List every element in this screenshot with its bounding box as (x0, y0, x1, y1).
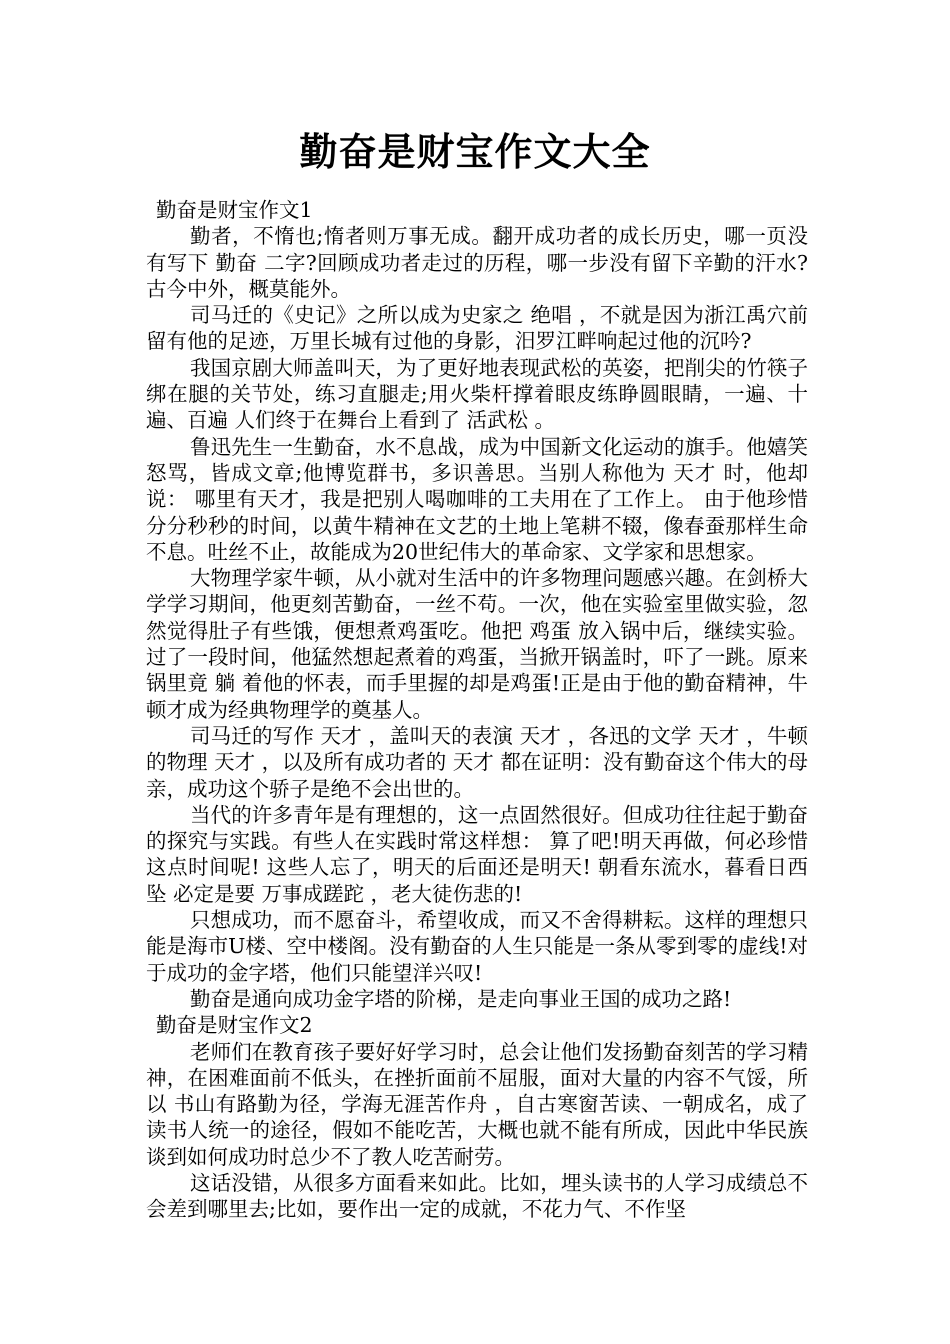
essay-2-heading: 勤奋是财宝作文2 (156, 1013, 313, 1038)
essay-1-paragraph-4: 鲁迅先生一生勤奋，水不息战，成为中国新文化运动的旗手。他嬉笑怒骂，皆成文章;他博览群书，多识善思。当别人称他为 天才 时，他却说： 哪里有天才，我是把别人喝咖啡的工夫用在了工作上。 由于他珍惜分分秒秒的时间，以黄牛精神在文艺的土地上笔耕不辍，像春蚕那样生命不息。吐丝不止，故能成为20世纪伟大的革命家、文学家和思想家。 (146, 434, 808, 564)
essay-1-paragraph-1: 勤者，不惰也;惰者则万事无成。翻开成功者的成长历史，哪一页没有写下 勤奋 二字?回顾成功者走过的历程，哪一步没有留下辛勤的汗水?古今中外，概莫能外。 (146, 224, 808, 301)
essay-1-paragraph-9: 勤奋是通向成功金字塔的阶梯，是走向事业王国的成功之路! (190, 986, 732, 1011)
essay-1-paragraph-6: 司马迁的写作 天才 ，盖叫天的表演 天才 ，各迅的文学 天才 ，牛顿的物理 天才 ，以及所有成功者的 天才 都在证明：没有勤奋这个伟大的母亲，成功这个骄子是绝不会出世的。 (146, 723, 808, 801)
essay-1-paragraph-7: 当代的许多青年是有理想的，这一点固然很好。但成功往往起于勤奋的探究与实践。有些人在实践时常这样想： 算了吧!明天再做，何必珍惜这点时间呢! 这些人忘了，明天的后面还是明天! 朝看东流水，暮看日西坠 必定是要 万事成蹉跎 ，老大徒伤悲的! (146, 802, 808, 906)
essay-1-paragraph-5: 大物理学家牛顿，从小就对生活中的许多物理问题感兴趣。在剑桥大学学习期间，他更刻苦勤奋，一丝不苟。一次，他在实验室里做实验，忽然觉得肚子有些饿，便想煮鸡蛋吃。他把 鸡蛋 放入锅中后，继续实验。过了一段时间，他猛然想起煮着的鸡蛋，当掀开锅盖时，吓了一跳。原来锅里竟 躺 着他的怀表，而手里握的却是鸡蛋!正是由于他的勤奋精神，牛顿才成为经典物理学的奠基人。 (146, 566, 808, 722)
essay-1-paragraph-3: 我国京剧大师盖叫天，为了更好地表现武松的英姿，把削尖的竹筷子绑在腿的关节处，练习直腿走;用火柴杆撑着眼皮练睁圆眼睛，一遍、十遍、百遍 人们终于在舞台上看到了 活武松 。 (146, 355, 808, 433)
document-title: 勤奋是财宝作文大全 (299, 130, 651, 174)
essay-1-paragraph-8: 只想成功，而不愿奋斗，希望收成，而又不舍得耕耘。这样的理想只能是海市U楼、空中楼阁。没有勤奋的人生只能是一条从零到零的虚线!对于成功的金字塔，他们只能望洋兴叹! (146, 908, 808, 985)
essay-1-paragraph-2: 司马迁的《史记》之所以成为史家之 绝唱 ，不就是因为浙江禹穴前留有他的足迹，万里长城有过他的身影，汨罗江畔响起过他的沉吟? (146, 303, 808, 354)
document-body (146, 197, 808, 1223)
essay-2-paragraph-1: 老师们在教育孩子要好好学习时，总会让他们发扬勤奋刻苦的学习精神，在困难面前不低头，在挫折面前不屈服，面对大量的内容不气馁，所以 书山有路勤为径，学海无涯苦作舟 ，自古寒窗苦读、一朝成名，成了读书人统一的途径，假如不能吃苦，大概也就不能有所成，因此中华民族谈到如何成功时总少不了教人吃苦耐劳。 (146, 1039, 808, 1169)
essay-1-heading: 勤奋是财宝作文1 (156, 198, 313, 222)
essay-2-paragraph-2: 这话没错，从很多方面看来如此。比如，埋头读书的人学习成绩总不会差到哪里去;比如，要作出一定的成就，不花力气、不作坚 (146, 1170, 808, 1222)
